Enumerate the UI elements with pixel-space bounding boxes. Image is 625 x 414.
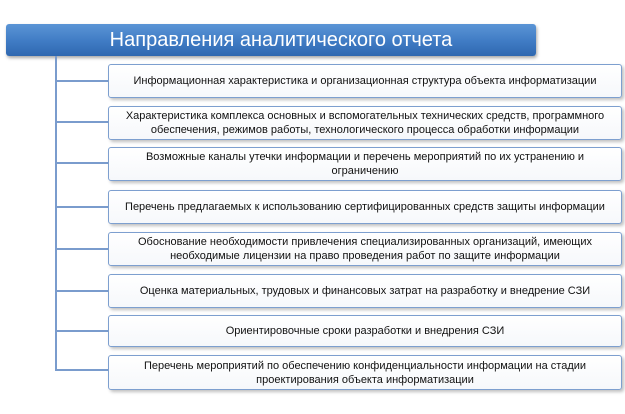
direction-box-4: Перечень предлагаемых к использованию сертифицированных средств защиты информации: [108, 190, 622, 224]
diagram-title: Направления аналитического отчета: [6, 24, 536, 56]
direction-box-6: Оценка материальных, трудовых и финансовых затрат на разработку и внедрение СЗИ: [108, 274, 622, 308]
connector-branch-5: [55, 248, 108, 250]
direction-box-8: Перечень мероприятий по обеспечению конфиденциальности информации на стадии проектирования объекта информатизации: [108, 355, 622, 390]
direction-box-5: Обоснование необходимости привлечения специализированных организаций, имеющих необходимые лицензии на право проведения работ по защите информации: [108, 232, 622, 266]
direction-box-1: Информационная характеристика и организационная структура объекта информатизации: [108, 64, 622, 98]
connector-branch-2: [55, 121, 108, 123]
connector-branch-4: [55, 206, 108, 208]
direction-box-7: Ориентировочные сроки разработки и внедрения СЗИ: [108, 315, 622, 347]
direction-box-2: Характеристика комплекса основных и вспомогательных технических средств, программного обеспечения, режимов работы, технологического процесса обработки информации: [108, 106, 622, 140]
connector-branch-8: [55, 369, 108, 371]
direction-box-3: Возможные каналы утечки информации и перечень мероприятий по их устранению и ограничению: [108, 147, 622, 181]
connector-trunk: [55, 56, 57, 370]
connector-branch-7: [55, 330, 108, 332]
connector-branch-3: [55, 162, 108, 164]
connector-branch-1: [55, 80, 108, 82]
connector-branch-6: [55, 290, 108, 292]
